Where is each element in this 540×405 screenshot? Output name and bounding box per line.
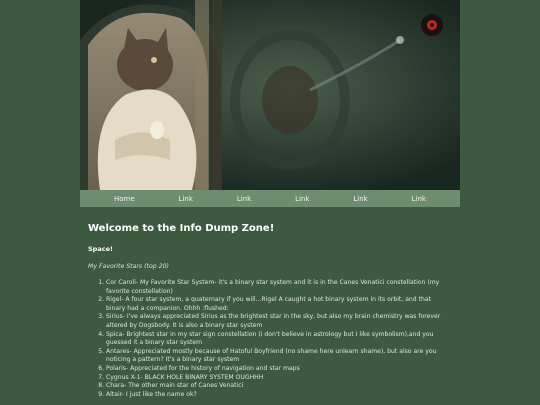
nav-link-4[interactable]: Link: [353, 194, 368, 203]
list-item: 7. Cygnus X-1- BLACK HOLE BINARY SYSTEM OUGHHH: [106, 374, 452, 383]
main-content: [80, 207, 460, 399]
banner-artwork: [80, 0, 460, 190]
nav-link-5[interactable]: Link: [411, 194, 426, 203]
list-item: 9. Altair- I just like the name ok?: [106, 391, 452, 400]
top-nav: [80, 190, 460, 207]
list-item: 5. Antares- Appreciated mostly because of Hatoful Boyfriend (no shame here unlearn shame), but also are you noticing a pattern? It's a binary star system: [106, 348, 452, 365]
page-title: Welcome to the Info Dump Zone!: [88, 223, 275, 234]
list-intro-text: My Favorite Stars: [88, 263, 143, 270]
page-container: [80, 0, 460, 399]
list-item: 8. Chara- The other main star of Canes Venatici: [106, 382, 452, 391]
nav-home[interactable]: Home: [113, 194, 135, 203]
list-item: 1. Cor Caroli- My Favorite Star System- it's a binary star system and it is in the Canes Venatici constellation (my favorite constellation): [106, 279, 452, 296]
nav-link-1[interactable]: Link: [178, 194, 193, 203]
list-item: 4. Spica- Brightest star in my star sign constellation (i don't believe in astrology but I like symbolism),and you guessed it a binary star system: [106, 331, 452, 348]
favorite-stars-list: [88, 279, 452, 399]
section-label: Space!: [88, 245, 113, 253]
list-intro: [88, 263, 452, 270]
list-item: 3. Sirius- I've always appreciated Sirius as the brightest star in the sky, but also my brain chemistry was forever altered by Dogsbody. It is also a binary star system: [106, 313, 452, 330]
list-item: 6. Polaris- Appreciated for the history of navigation and star maps: [106, 365, 452, 374]
list-intro-note: (top 20): [144, 263, 169, 270]
nav-link-3[interactable]: Link: [295, 194, 310, 203]
nav-link-2[interactable]: Link: [236, 194, 252, 203]
header-banner-image: [80, 0, 460, 190]
list-item: 2. Rigel- A four star system, a quaternary if you will...Rigel A caught a hot binary system in its orbit, and that binary had a companion. Ohhh :flushed:: [106, 296, 452, 313]
